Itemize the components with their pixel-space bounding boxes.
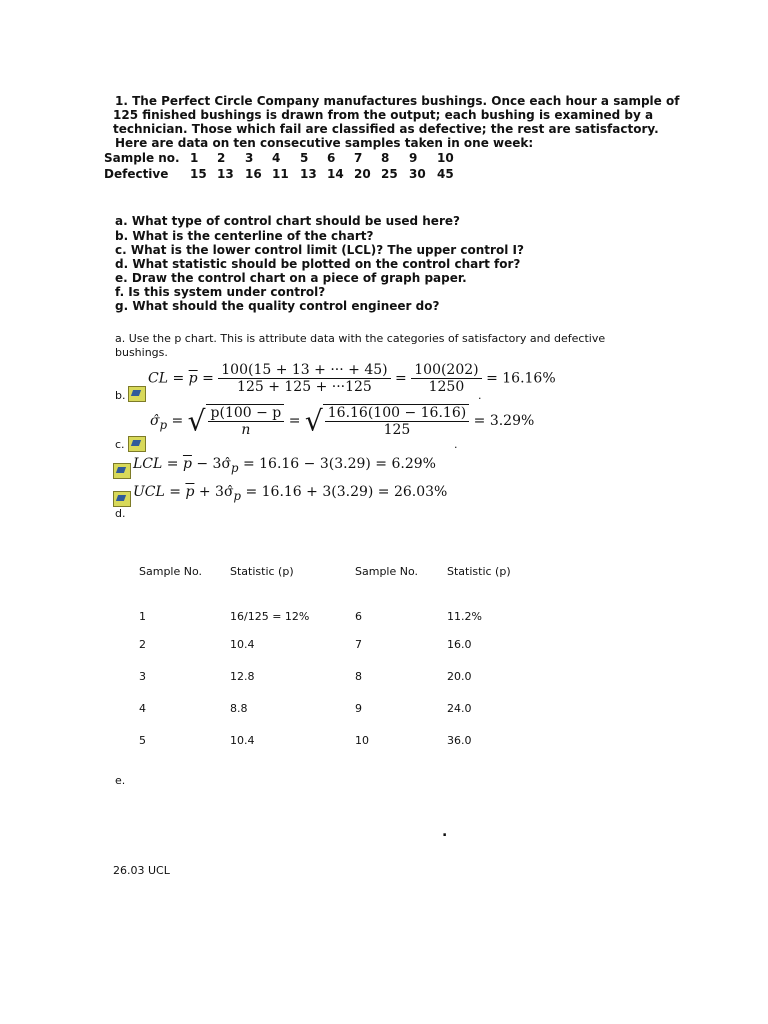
defective-9: 30 bbox=[409, 167, 426, 181]
table-cell: 2 bbox=[139, 638, 146, 651]
lcl-lhs: LCL bbox=[133, 456, 163, 472]
sample-8: 8 bbox=[381, 151, 390, 165]
table-cell: 3 bbox=[139, 670, 146, 683]
defective-6: 14 bbox=[327, 167, 344, 181]
answer-e-label: e. bbox=[115, 774, 126, 787]
equation-icon[interactable] bbox=[128, 436, 146, 452]
lcl-minus-sigma: − 3σ̂ bbox=[196, 456, 232, 472]
table-cell: 16/125 = 12% bbox=[230, 610, 310, 623]
answer-d-label: d. bbox=[115, 507, 126, 520]
table-cell: 4 bbox=[139, 702, 146, 715]
sample-9: 9 bbox=[409, 151, 418, 165]
sigma-denominator-2: 125 bbox=[383, 422, 411, 438]
table-header-stat-2: Statistic (p) bbox=[447, 565, 511, 578]
sigma-numerator-2: 16.16(100 − 16.16) bbox=[325, 405, 469, 422]
table-cell: 11.2% bbox=[447, 610, 482, 623]
problem-line-4: Here are data on ten consecutive samples taken in one week: bbox=[115, 136, 534, 150]
defective-3: 16 bbox=[245, 167, 262, 181]
ucl-note: 26.03 UCL bbox=[113, 864, 170, 877]
answer-a-line-1: a. Use the p chart. This is attribute data with the categories of satisfactory and defective bbox=[115, 332, 606, 345]
question-a: a. What type of control chart should be used here? bbox=[115, 214, 460, 228]
table-cell: 10.4 bbox=[230, 734, 255, 747]
table-cell: 10 bbox=[355, 734, 369, 747]
sample-7: 7 bbox=[354, 151, 363, 165]
ucl-result: = 16.16 + 3(3.29) = 26.03% bbox=[245, 484, 448, 500]
cl-denominator: 125 + 125 + ···125 bbox=[237, 379, 372, 395]
defective-7: 20 bbox=[354, 167, 371, 181]
sample-6: 6 bbox=[327, 151, 336, 165]
answer-a-line-2: bushings. bbox=[115, 346, 168, 359]
question-c: c. What is the lower control limit (LCL)? The upper control I? bbox=[115, 243, 524, 257]
defective-4: 11 bbox=[272, 167, 289, 181]
sample-1: 1 bbox=[190, 151, 199, 165]
table-cell: 12.8 bbox=[230, 670, 255, 683]
defective-1: 15 bbox=[190, 167, 207, 181]
sample-label: Sample no. bbox=[104, 151, 180, 165]
lcl-equation: LCL = $\overline{p}$ − $3\sigmâ_p = 16.16 - 3(3.29) = 6.29\%$ bbox=[133, 456, 436, 475]
defective-5: 13 bbox=[300, 167, 317, 181]
dot-after-b: . bbox=[478, 389, 482, 402]
answer-c-label: c. bbox=[115, 438, 125, 451]
equation-icon[interactable] bbox=[128, 386, 146, 402]
equation-icon[interactable] bbox=[113, 491, 131, 507]
sigma-denominator: n bbox=[241, 422, 251, 438]
table-header-stat-1: Statistic (p) bbox=[230, 565, 294, 578]
table-cell: 10.4 bbox=[230, 638, 255, 651]
sigma-numerator: p(100 − p bbox=[208, 405, 285, 422]
table-cell: 9 bbox=[355, 702, 362, 715]
defective-row bbox=[104, 167, 504, 182]
table-cell: 16.0 bbox=[447, 638, 472, 651]
table-header-sample-1: Sample No. bbox=[139, 565, 203, 578]
answer-b-label: b. bbox=[115, 389, 126, 402]
p-bar: $\overline{p}$ bbox=[185, 484, 195, 500]
table-cell: 24.0 bbox=[447, 702, 472, 715]
problem-line-2: 125 finished bushings is drawn from the output; each bushing is examined by a bbox=[113, 108, 654, 122]
problem-line-3: technician. Those which fail are classified as defective; the rest are satisfactory. bbox=[113, 122, 659, 136]
problem-line-1: 1. The Perfect Circle Company manufactures bushings. Once each hour a sample of bbox=[115, 94, 680, 108]
sigma-sqrt-1 bbox=[206, 404, 285, 438]
cl-lhs: CL bbox=[148, 370, 169, 387]
defective-2: 13 bbox=[217, 167, 234, 181]
table-cell: 36.0 bbox=[447, 734, 472, 747]
table-cell: 8 bbox=[355, 670, 362, 683]
sample-4: 4 bbox=[272, 151, 281, 165]
equation-icon[interactable] bbox=[113, 463, 131, 479]
ucl-plus-sigma: + 3σ̂ bbox=[198, 484, 234, 500]
table-cell: 7 bbox=[355, 638, 362, 651]
table-cell: 6 bbox=[355, 610, 362, 623]
p-bar: $\overline{p}$ bbox=[188, 370, 198, 387]
table-header-sample-2: Sample No. bbox=[355, 565, 419, 578]
sigma-sub: p bbox=[159, 417, 168, 432]
ucl-sigma-sub: p bbox=[233, 488, 241, 503]
lcl-result: = 16.16 − 3(3.29) = 6.29% bbox=[242, 456, 436, 472]
centerline-equation: CL = $\overline{p}$ = $\frac{100(15 + 13 + \cdot\cdot\cdot + 45)}{125 + 125 + \cdot\cdot\cdot 125}$ = $\frac{100(202)}{1250}$ = 16.16% bbox=[148, 362, 556, 395]
question-b: b. What is the centerline of the chart? bbox=[115, 229, 374, 243]
cl-numerator: 100(15 + 13 + ··· + 45) bbox=[218, 362, 390, 379]
defective-10: 45 bbox=[437, 167, 454, 181]
defective-label: Defective bbox=[104, 167, 169, 181]
question-e: e. Draw the control chart on a piece of graph paper. bbox=[115, 271, 467, 285]
sample-2: 2 bbox=[217, 151, 226, 165]
dot-after-c: . bbox=[454, 438, 458, 451]
ucl-equation: UCL = $\overline{p}$ + $3\sigmâ_p = 16.16 + 3(3.29) = 26.03\%$ bbox=[133, 484, 448, 503]
cl-result: = 16.16% bbox=[486, 370, 556, 387]
sample-3: 3 bbox=[245, 151, 254, 165]
sample-5: 5 bbox=[300, 151, 309, 165]
sigma-result: = 3.29% bbox=[473, 413, 535, 429]
sigma-sqrt-2 bbox=[323, 404, 469, 438]
question-f: f. Is this system under control? bbox=[115, 285, 326, 299]
sample-row bbox=[104, 151, 504, 166]
sigma-symbol: σ̂ bbox=[150, 413, 160, 429]
p-bar: $\overline{p}$ bbox=[182, 456, 192, 472]
table-cell: 20.0 bbox=[447, 670, 472, 683]
table-cell: 8.8 bbox=[230, 702, 248, 715]
table-cell: 1 bbox=[139, 610, 146, 623]
sample-10: 10 bbox=[437, 151, 454, 165]
lcl-sigma-sub: p bbox=[231, 460, 239, 475]
question-g: g. What should the quality control engineer do? bbox=[115, 299, 440, 313]
chart-placeholder-dot: . bbox=[442, 824, 448, 840]
sigma-equation: $\sigmâ_p$ = √ $\frac{p(100 - p}{n}$ = √ $\frac{16.16(100 - 16.16)}{125}$ = 3.29% bbox=[150, 404, 535, 438]
table-cell: 5 bbox=[139, 734, 146, 747]
cl-fraction-1 bbox=[218, 362, 390, 395]
defective-8: 25 bbox=[381, 167, 398, 181]
question-d: d. What statistic should be plotted on the control chart for? bbox=[115, 257, 521, 271]
cl-denominator-2: 1250 bbox=[428, 379, 465, 395]
ucl-lhs: UCL bbox=[133, 484, 165, 500]
cl-fraction-2 bbox=[411, 362, 481, 395]
cl-numerator-2: 100(202) bbox=[411, 362, 481, 379]
